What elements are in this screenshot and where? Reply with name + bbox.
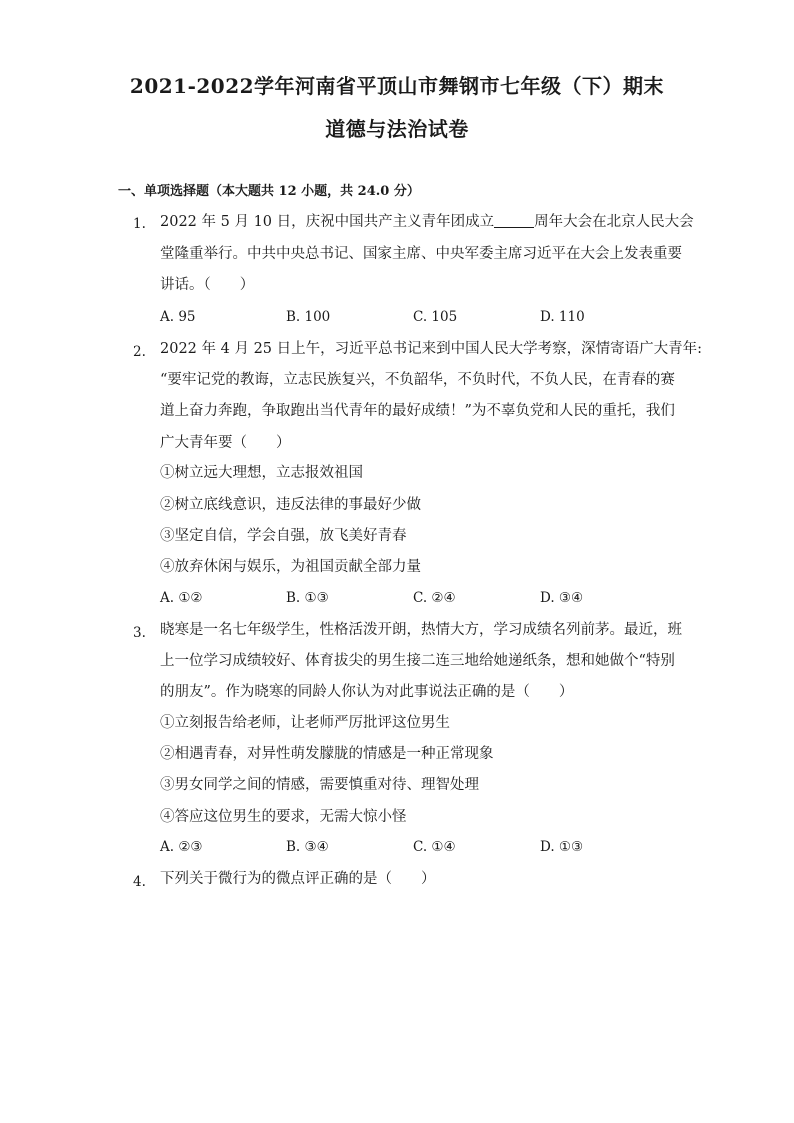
question-3-option-a: A. ②③	[160, 839, 203, 855]
question-1-option-c: C. 105	[413, 309, 458, 325]
question-2-item-4: ④放弃休闲与娱乐，为祖国贡献全部力量	[160, 559, 421, 575]
question-2-line3: 道上奋力奔跑，争取跑出当代青年的最好成绩！”为不辜负党和人民的重托，我们	[160, 403, 675, 419]
question-1-line1	[160, 213, 694, 231]
question-3-line2: 上一位学习成绩较好、体育拔尖的男生接二连三地给她递纸条，想和她做个“特别	[160, 653, 675, 669]
question-2-item-2: ②树立底线意识，违反法律的事最好少做	[160, 497, 421, 513]
question-3-item-1: ①立刻报告给老师，让老师严厉批评这位男生	[160, 715, 450, 731]
exam-title-line1: 2021-2022学年河南省平顶山市舞钢市七年级（下）期末	[129, 74, 665, 98]
question-3-option-c: C. ①④	[413, 839, 456, 855]
section-heading: 一、单项选择题（本大题共 12 小题，共 24.0 分）	[118, 184, 420, 199]
question-2-option-a: A. ①②	[160, 590, 203, 606]
question-1-line2: 堂隆重举行。中共中央总书记、国家主席、中央军委主席习近平在大会上发表重要	[160, 246, 682, 262]
question-4-line1: 下列关于微行为的微点评正确的是（ ）	[160, 871, 436, 887]
question-1-number: 1.	[133, 216, 146, 232]
question-1-option-a: A. 95	[160, 309, 196, 325]
question-2-option-d: D. ③④	[540, 590, 584, 606]
question-2-number: 2.	[133, 344, 146, 360]
question-2-line2: “要牢记党的教诲，立志民族复兴，不负韶华，不负时代，不负人民，在青春的赛	[160, 372, 675, 388]
question-3-item-4: ④答应这位男生的要求，无需大惊小怪	[160, 809, 407, 825]
question-1-option-b: B. 100	[286, 309, 331, 325]
question-2-line4: 广大青年要（ ）	[160, 435, 291, 451]
question-3-item-3: ③男女同学之间的情感，需要慎重对待、理智处理	[160, 777, 479, 793]
question-3-item-2: ②相遇青春，对异性萌发朦胧的情感是一种正常现象	[160, 746, 494, 762]
question-3-option-d: D. ①③	[540, 839, 584, 855]
question-4-number: 4.	[133, 874, 146, 890]
question-3-number: 3.	[133, 625, 146, 641]
question-2-item-3: ③坚定自信，学会自强，放飞美好青春	[160, 528, 407, 544]
question-1-text-pre: 2022 年 5 月 10 日，庆祝中国共产主义青年团成立	[160, 214, 495, 230]
question-2-option-c: C. ②④	[413, 590, 456, 606]
question-3-line1: 晓寒是一名七年级学生，性格活泼开朗，热情大方，学习成绩名列前茅。最近，班	[160, 622, 682, 638]
question-2-item-1: ①树立远大理想，立志报效祖国	[160, 465, 363, 481]
question-3-line3: 的朋友”。作为晓寒的同龄人你认为对此事说法正确的是（ ）	[160, 684, 574, 700]
question-2-line1: 2022 年 4 月 25 日上午，习近平总书记来到中国人民大学考察，深情寄语广大青年:	[160, 341, 703, 357]
question-2-option-b: B. ①③	[286, 590, 329, 606]
question-1-text-post: 周年大会在北京人民大会	[534, 214, 694, 230]
question-1-line3: 讲话。（ ）	[160, 277, 255, 293]
question-3-option-b: B. ③④	[286, 839, 329, 855]
question-1-option-d: D. 110	[540, 309, 585, 325]
exam-title-line2: 道德与法治试卷	[325, 117, 469, 141]
fill-blank	[494, 213, 534, 228]
